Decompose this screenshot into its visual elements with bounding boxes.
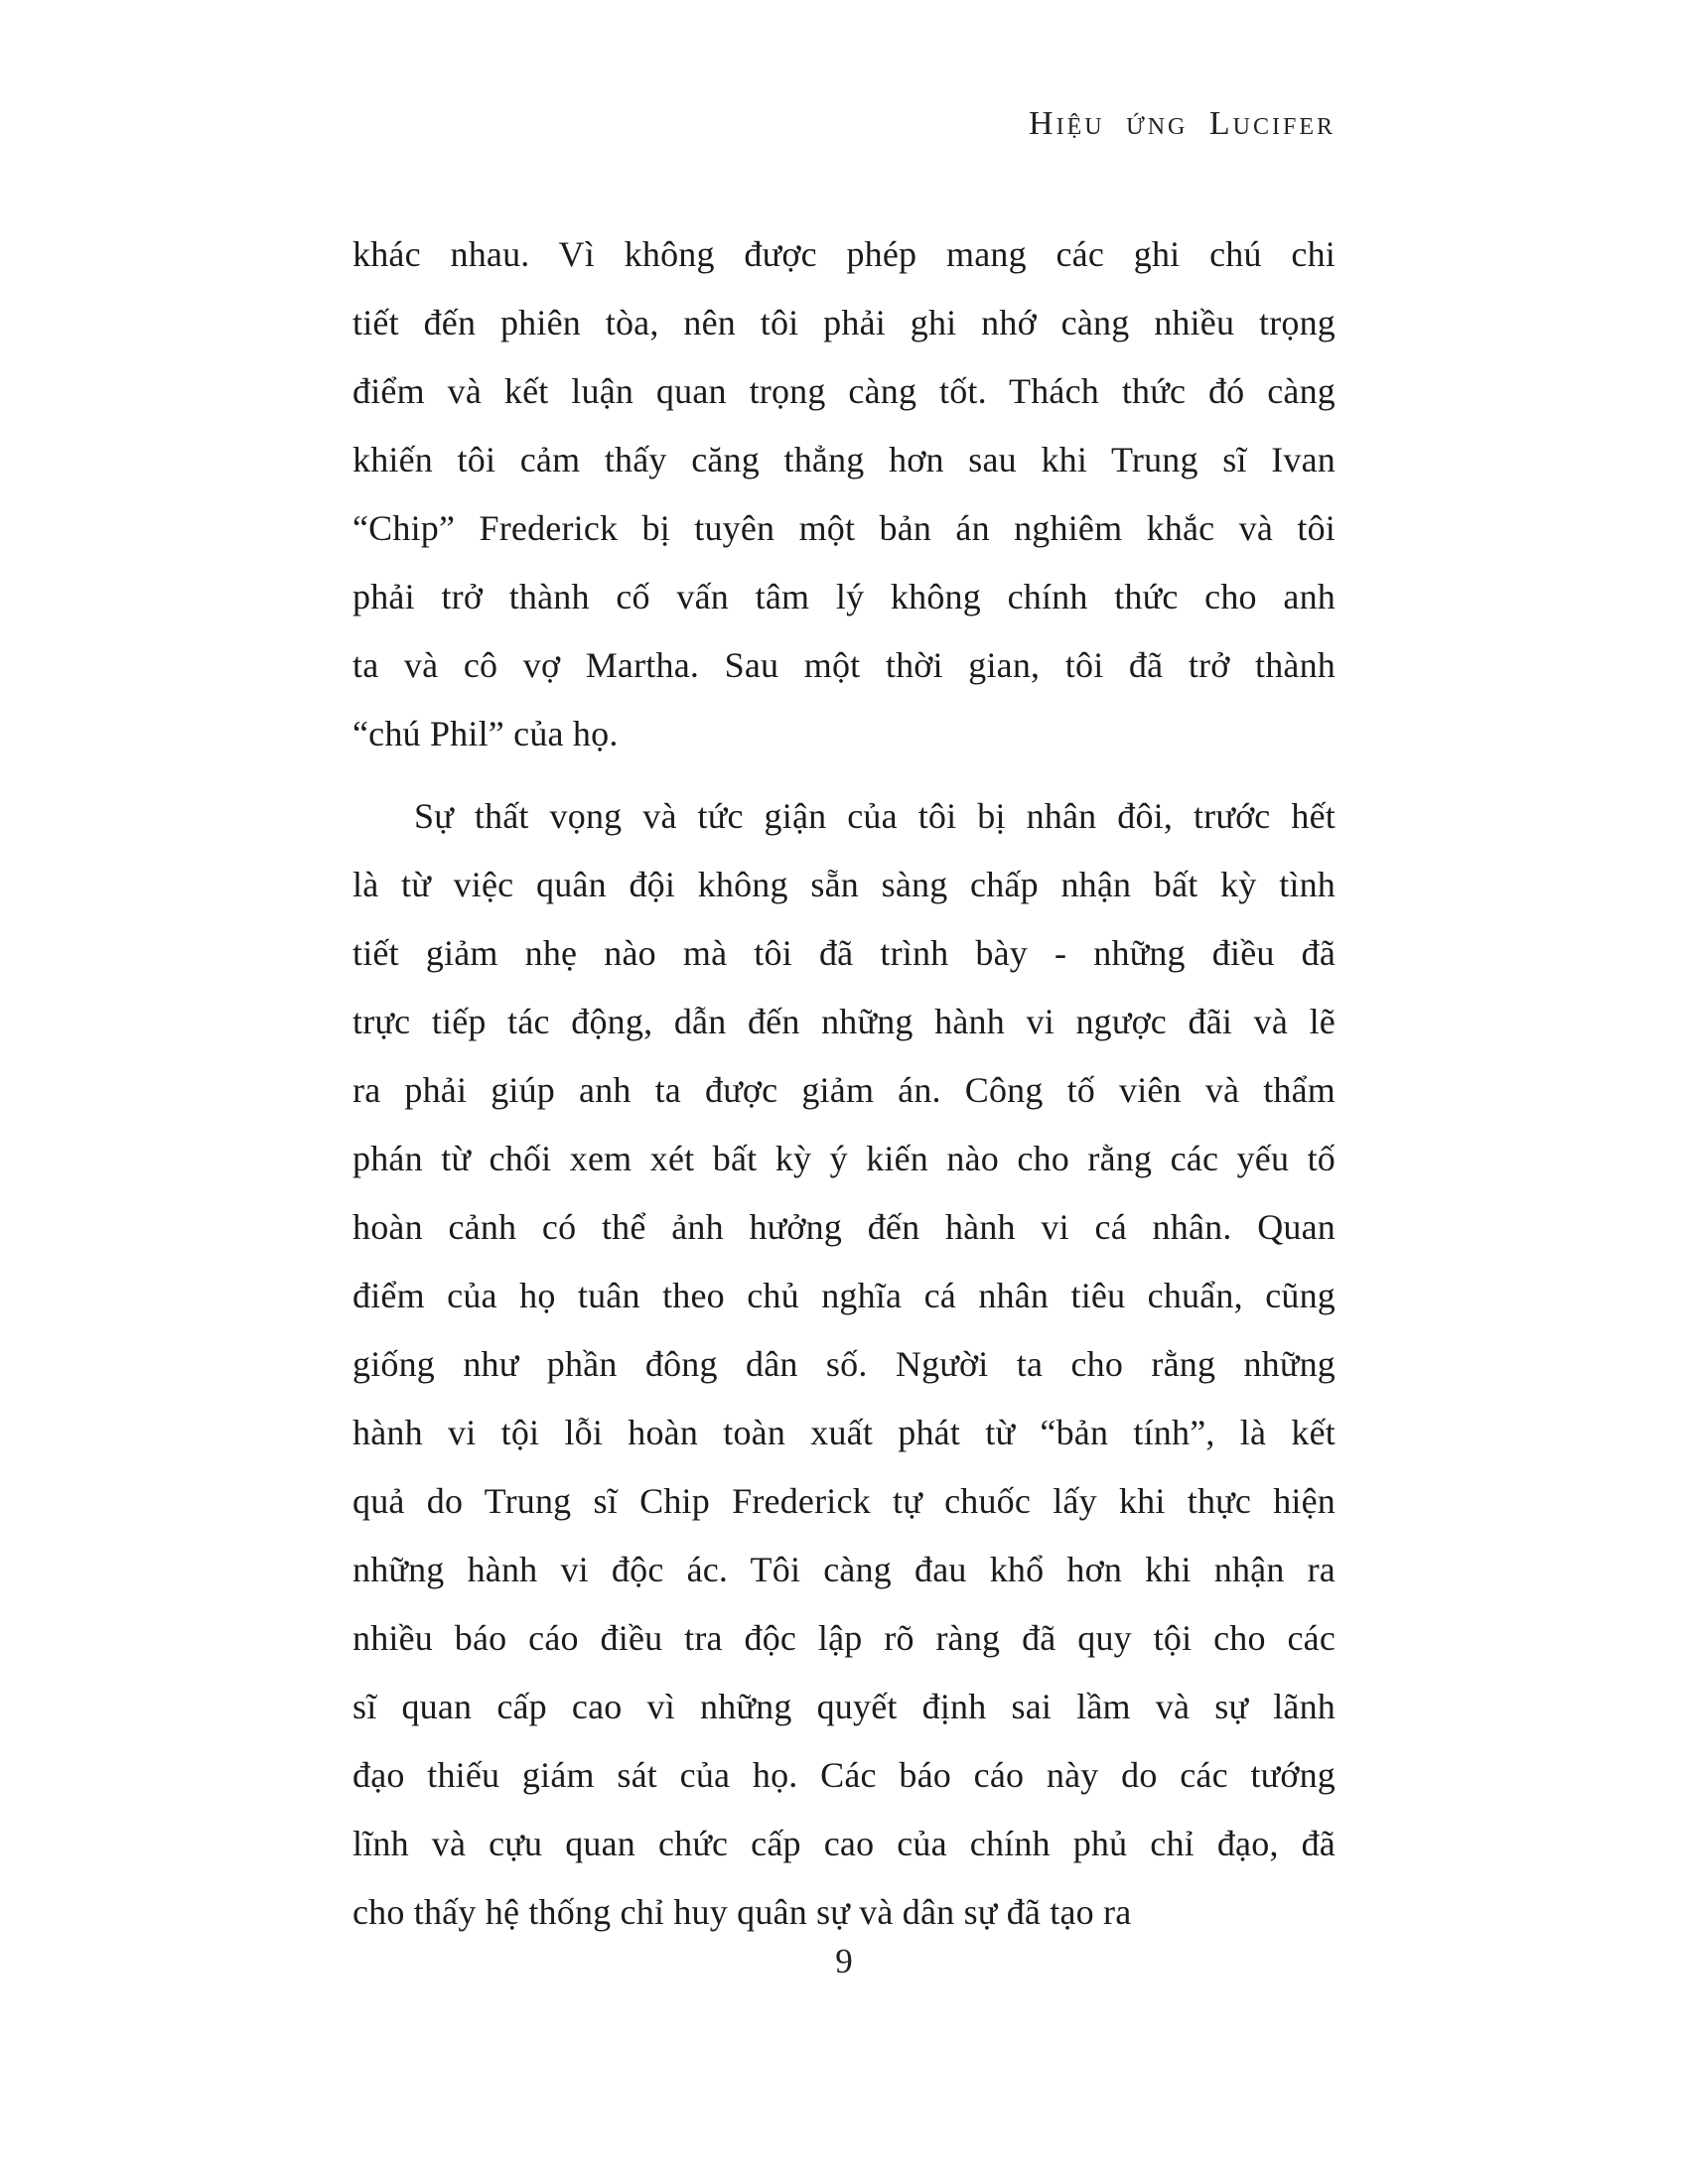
text-line: đạo thiếu giám sát của họ. Các báo cáo này do các tướng [352,1755,1336,1795]
text-line: sĩ quan cấp cao vì những quyết định sai lầm và sự lãnh [352,1687,1336,1726]
text-line: những hành vi độc ác. Tôi càng đau khổ hơn khi nhận ra [352,1550,1336,1589]
text-line: hoàn cảnh có thể ảnh hưởng đến hành vi cá nhân. Quan [352,1207,1336,1247]
text-line: điểm của họ tuân theo chủ nghĩa cá nhân tiêu chuẩn, cũng [352,1276,1336,1315]
text-line: trực tiếp tác động, dẫn đến những hành vi ngược đãi và lẽ [352,1002,1336,1041]
text-line: hành vi tội lỗi hoàn toàn xuất phát từ “bản tính”, là kết [352,1413,1336,1452]
text-line: cho thấy hệ thống chỉ huy quân sự và dân sự đã tạo ra [352,1892,1132,1932]
text-line: là từ việc quân đội không sẵn sàng chấp nhận bất kỳ tình [352,865,1336,904]
text-line: tiết giảm nhẹ nào mà tôi đã trình bày - những điều đã [352,933,1336,973]
running-header-title: Hiệu ứng Lucifer [1029,105,1336,142]
text-line: “chú Phil” của họ. [352,714,619,753]
text-line: quả do Trung sĩ Chip Frederick tự chuốc lấy khi thực hiện [352,1481,1336,1521]
text-line: Sự thất vọng và tức giận của tôi bị nhân đôi, trước hết [414,796,1336,836]
paragraph [352,220,1336,768]
paragraph [352,782,1336,1947]
text-line: nhiều báo cáo điều tra độc lập rõ ràng đã quy tội cho các [352,1618,1336,1658]
text-line: tiết đến phiên tòa, nên tôi phải ghi nhớ càng nhiều trọng [352,303,1336,342]
text-line: điểm và kết luận quan trọng càng tốt. Thách thức đó càng [352,371,1336,411]
text-line: khiến tôi cảm thấy căng thẳng hơn sau khi Trung sĩ Ivan [352,440,1336,479]
text-line: khác nhau. Vì không được phép mang các ghi chú chi [352,234,1336,274]
text-line: “Chip” Frederick bị tuyên một bản án nghiêm khắc và tôi [352,508,1336,548]
text-line: ra phải giúp anh ta được giảm án. Công tố viên và thẩm [352,1070,1336,1110]
page-number: 9 [835,1942,853,1980]
text-line: phải trở thành cố vấn tâm lý không chính thức cho anh [352,577,1336,616]
text-line: lĩnh và cựu quan chức cấp cao của chính phủ chỉ đạo, đã [352,1824,1336,1863]
text-line: phán từ chối xem xét bất kỳ ý kiến nào cho rằng các yếu tố [352,1139,1336,1178]
text-line: giống như phần đông dân số. Người ta cho rằng những [352,1344,1336,1384]
page-body [352,220,1336,1947]
text-line: ta và cô vợ Martha. Sau một thời gian, tôi đã trở thành [352,645,1336,685]
